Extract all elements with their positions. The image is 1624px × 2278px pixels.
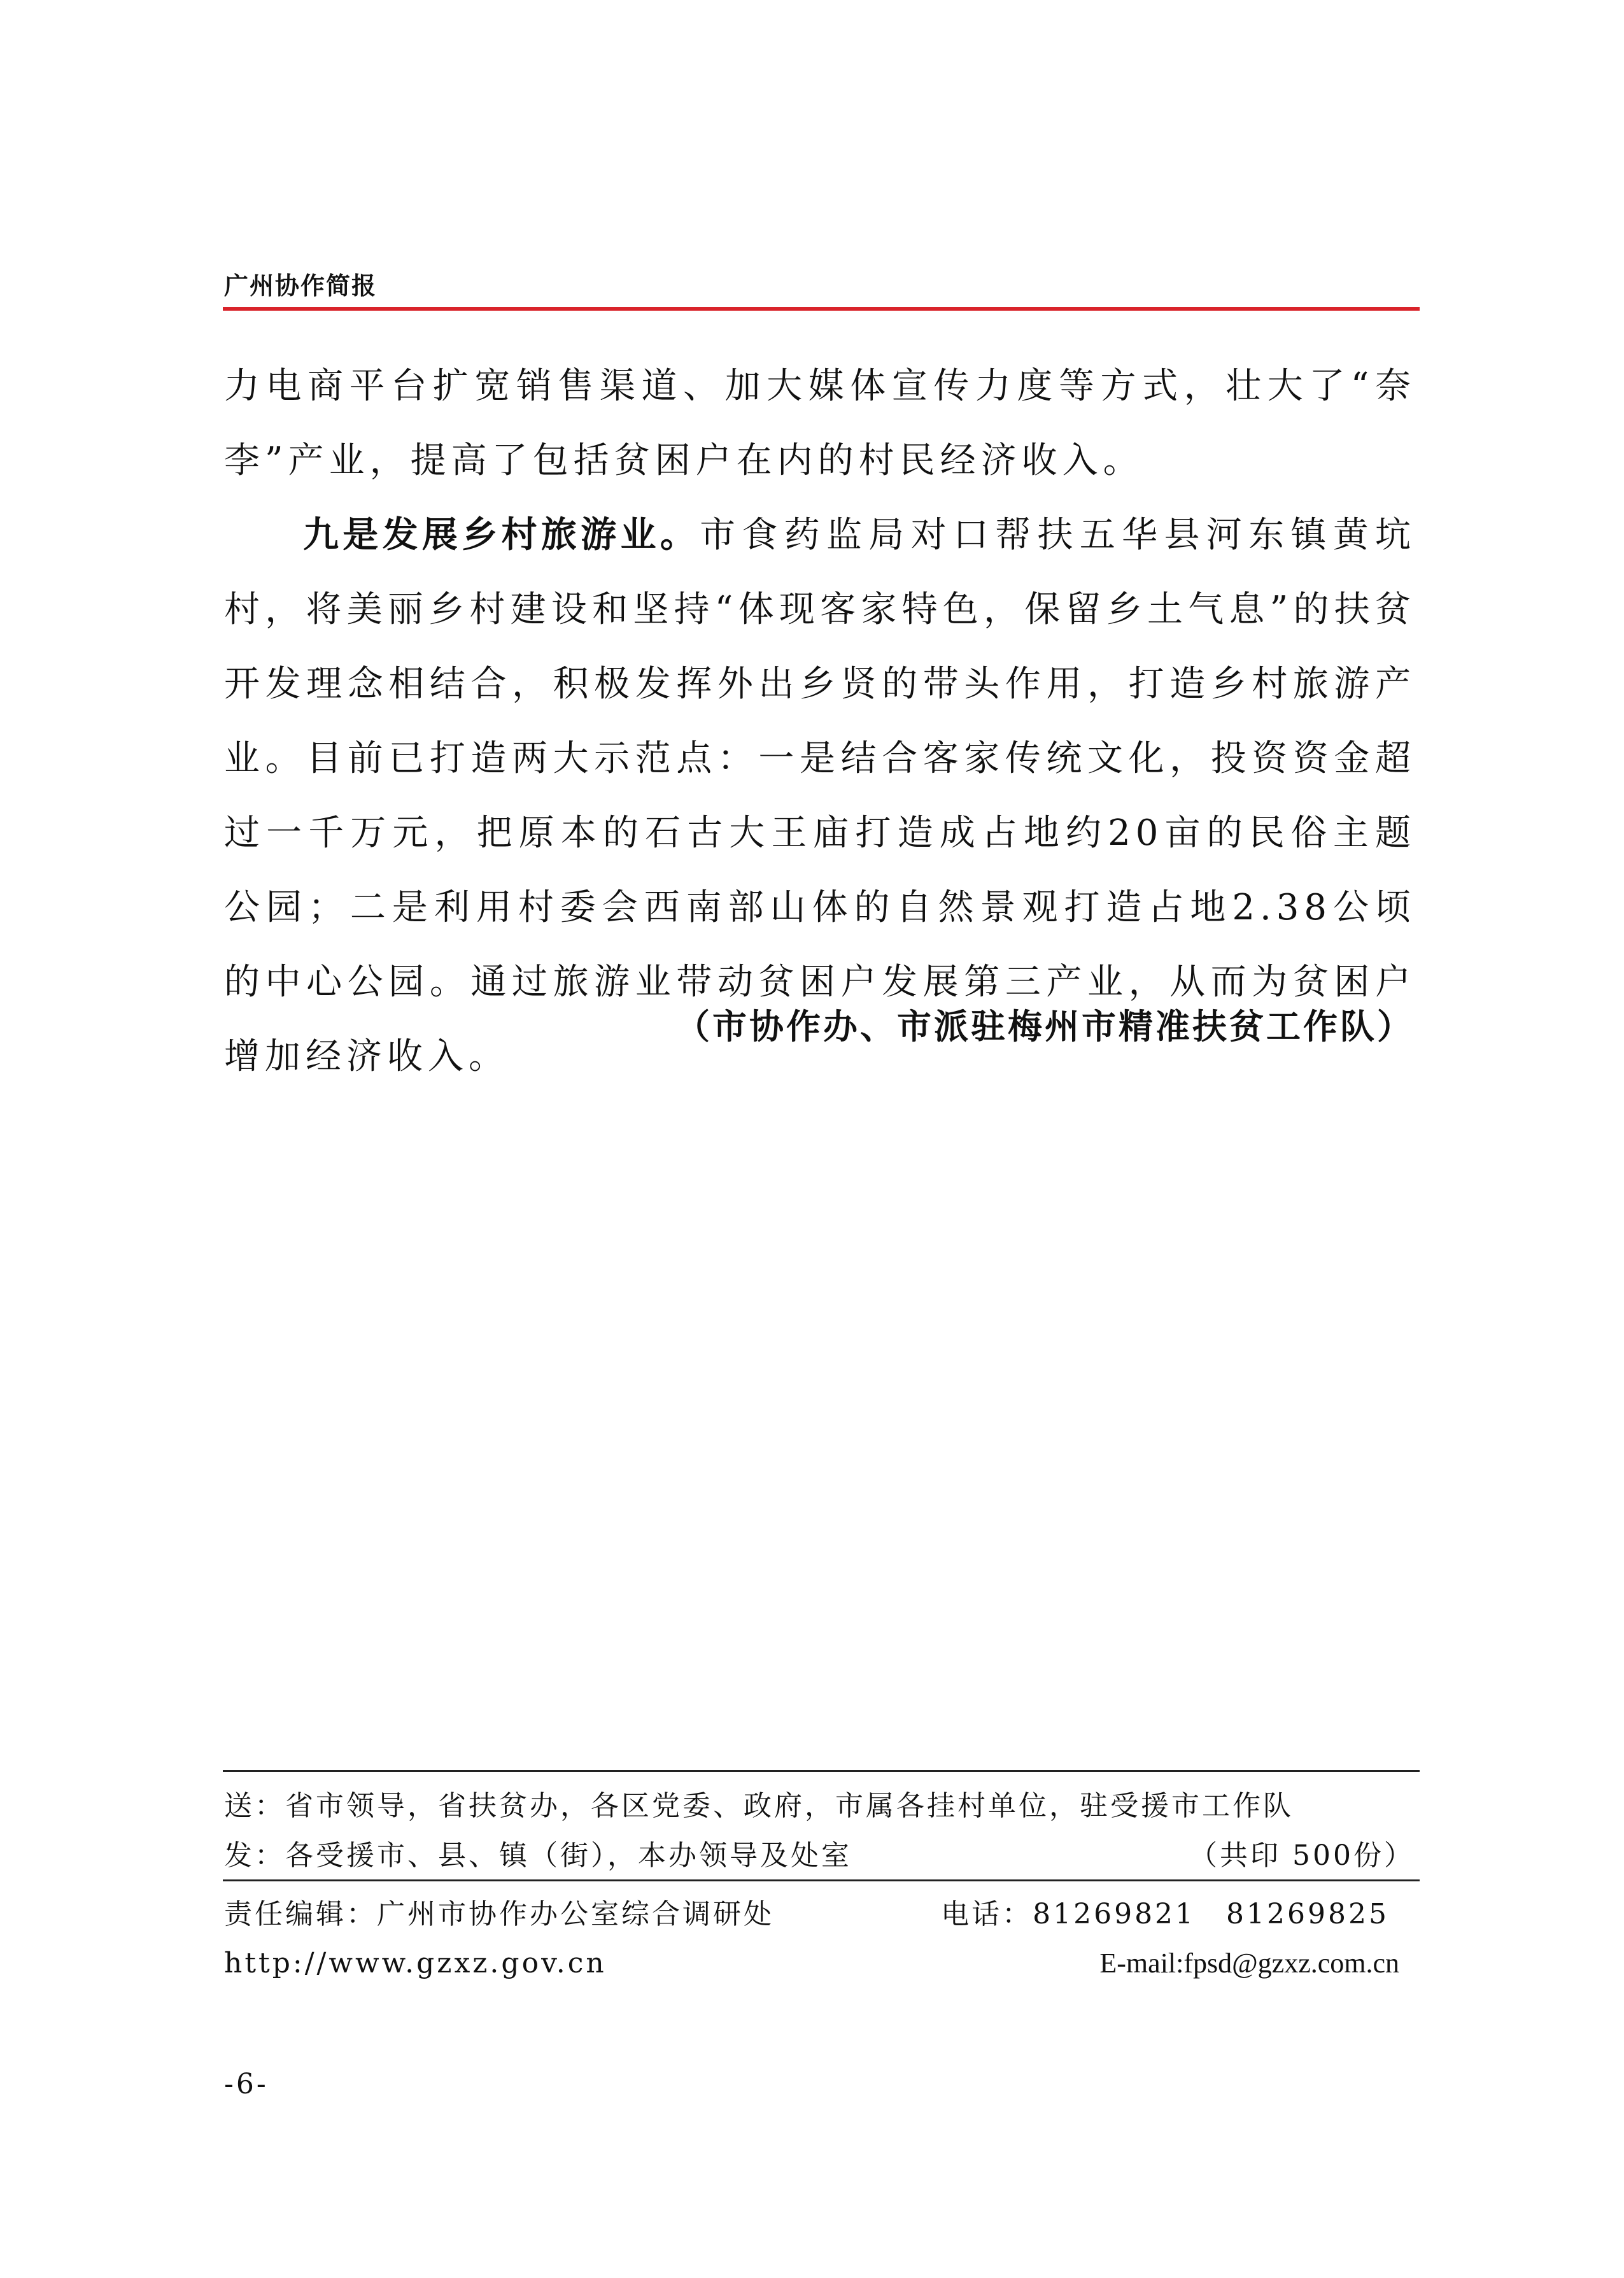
footer-print-count: （共印 500份）: [1189, 1839, 1415, 1872]
footer-distribute-to: 发：各受援市、县、镇（街），本办领导及处室: [224, 1839, 852, 1872]
bulletin-title: 广州协作简报: [224, 272, 378, 300]
footer-website: http://www.gzxz.gov.cn: [224, 1947, 607, 1979]
footer-middle-rule: [223, 1879, 1420, 1881]
paragraph-tourism-text: 市食药监局对口帮扶五华县河东镇黄坑村，将美丽乡村建设和坚持“体现客家特色，保留乡土气息”的扶贫开发理念相结合，积极发挥外出乡贤的带头作用，打造乡村旅游产业。目前已打造两大示范点：一是结合客家传统文化，投资资金超过一千万元，把原本的石古大王庙打造成占地约20亩的民俗主题公园；二是利用村委会西南部山体的自然景观打造占地2.38公顷的中心公园。通过旅游业带动贫困户发展第三产业，从而为贫困户增加经济收入。: [224, 514, 1416, 1077]
footer-email: E-mail:fpsd@gzxz.com.cn: [1099, 1948, 1399, 1979]
footer-distribute-line: [224, 1832, 1415, 1873]
footer-send-line: [224, 1783, 1415, 1823]
footer-phone: 电话：81269821 81269825: [941, 1898, 1389, 1930]
footer-web-line: [224, 1947, 1415, 1979]
footer-editor-line: [224, 1891, 1415, 1932]
paragraph-lead-heading: 九是发展乡村旅游业。: [303, 514, 700, 556]
paragraph-continued: 力电商平台扩宽销售渠道、加大媒体宣传力度等方式，壮大了“奈李”产业，提高了包括贫困户在内的村民经济收入。: [224, 365, 1416, 481]
footer-top-rule: [223, 1770, 1420, 1772]
footer-send-to: 送：省市领导，省扶贫办，各区党委、政府，市属各挂村单位，驻受援市工作队: [224, 1790, 1294, 1822]
footer-editor: 责任编辑：广州市协作办公室综合调研处: [224, 1898, 774, 1930]
header-red-rule: [223, 307, 1420, 311]
article-source: （市协作办、市派驻梅州市精准扶贫工作队）: [675, 1007, 1414, 1047]
article-body: [224, 349, 1416, 1094]
page-number: -6-: [224, 2068, 269, 2100]
